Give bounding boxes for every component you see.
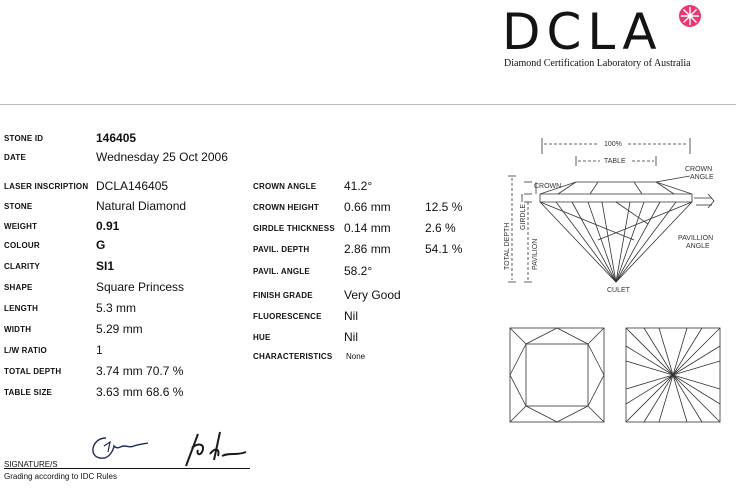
pavilion-label: PAVILION <box>532 238 539 270</box>
lab-name: Diamond Certification Laboratory of Australia <box>504 58 691 69</box>
bottom-view-diagram <box>624 326 722 424</box>
field-label-clarity: CLARITY <box>4 262 41 271</box>
field-label-length: LENGTH <box>4 304 39 313</box>
girdle-label: GIRDLE <box>520 203 527 230</box>
field-value-weight: 0.91 <box>96 219 120 233</box>
signature-1 <box>84 424 154 466</box>
signature-label: SIGNATURE/S <box>4 460 58 469</box>
field-value-characteristics: None <box>346 352 366 361</box>
flower-logo-icon <box>678 4 702 28</box>
field-label-fluorescence: FLUORESCENCE <box>253 312 322 321</box>
grading-note: Grading according to IDC Rules <box>4 472 117 481</box>
field-value-lw-ratio: 1 <box>96 343 103 357</box>
diamond-profile-diagram <box>498 132 734 300</box>
width-percent-label: 100% <box>604 141 622 148</box>
pavilion-angle-label-2: ANGLE <box>686 243 710 250</box>
field-label-laser-inscription: LASER INSCRIPTION <box>4 182 89 191</box>
signature-2 <box>172 426 252 470</box>
field-label-crown-height: CROWN HEIGHT <box>253 203 319 212</box>
field-value-table-size: 3.63 mm 68.6 % <box>96 385 184 399</box>
field-label-pavil-depth: PAVIL. DEPTH <box>253 245 310 254</box>
field-value-stone-id: 146405 <box>96 131 137 145</box>
field-value-width: 5.29 mm <box>96 322 143 336</box>
crown-angle-label-2: ANGLE <box>690 174 714 181</box>
field-label-stone-id: STONE ID <box>4 134 44 143</box>
field-value-length: 5.3 mm <box>96 301 137 315</box>
pavilion-angle-label-1: PAVILLION <box>678 235 714 242</box>
field-value-total-depth: 3.74 mm 70.7 % <box>96 364 184 378</box>
field-value-colour: G <box>96 238 106 252</box>
top-view-diagram <box>508 326 606 424</box>
field-value-finish-grade: Very Good <box>344 288 401 302</box>
field-label-width: WIDTH <box>4 325 32 334</box>
field-label-pavil-angle: PAVIL. ANGLE <box>253 267 310 276</box>
field-value-pavil-angle: 58.2° <box>344 264 373 278</box>
field-value-fluorescence: Nil <box>344 309 358 323</box>
field-value-laser-inscription: DCLA146405 <box>96 179 169 193</box>
field-label-girdle-thickness: GIRDLE THICKNESS <box>253 224 335 233</box>
field-label-weight: WEIGHT <box>4 222 38 231</box>
crown-label: CROWN <box>534 183 562 190</box>
field-label-colour: COLOUR <box>4 241 40 250</box>
field-value-shape: Square Princess <box>96 280 185 294</box>
field-label-crown-angle: CROWN ANGLE <box>253 182 317 191</box>
culet-label: CULET <box>607 287 630 294</box>
field-label-lw-ratio: L/W RATIO <box>4 346 47 355</box>
table-label: TABLE <box>604 158 626 165</box>
field-label-table-size: TABLE SIZE <box>4 388 53 397</box>
field-label-characteristics: CHARACTERISTICS <box>253 352 333 361</box>
field-value-girdle-thickness: 0.14 mm <box>344 221 391 235</box>
field-value-hue: Nil <box>344 330 358 344</box>
field-label-hue: HUE <box>253 333 271 342</box>
field-pct-crown-height: 12.5 % <box>425 200 463 214</box>
field-pct-girdle-thickness: 2.6 % <box>425 221 456 235</box>
crown-angle-label-1: CROWN <box>685 166 713 173</box>
field-value-pavil-depth: 2.86 mm <box>344 242 391 256</box>
field-value-crown-height: 0.66 mm <box>344 200 391 214</box>
field-label-shape: SHAPE <box>4 283 33 292</box>
field-pct-pavil-depth: 54.1 % <box>425 242 463 256</box>
field-value-crown-angle: 41.2° <box>344 179 373 193</box>
field-value-date: Wednesday 25 Oct 2006 <box>96 150 228 164</box>
field-label-total-depth: TOTAL DEPTH <box>4 367 62 376</box>
header-divider <box>0 104 736 105</box>
field-label-finish-grade: FINISH GRADE <box>253 291 313 300</box>
field-value-stone: Natural Diamond <box>96 199 187 213</box>
dcla-logo-text: DCLA <box>502 3 663 61</box>
field-value-clarity: SI1 <box>96 259 115 273</box>
field-label-stone: STONE <box>4 202 33 211</box>
total-depth-label: TOTAL DEPTH <box>504 222 511 270</box>
field-label-date: DATE <box>4 153 26 162</box>
